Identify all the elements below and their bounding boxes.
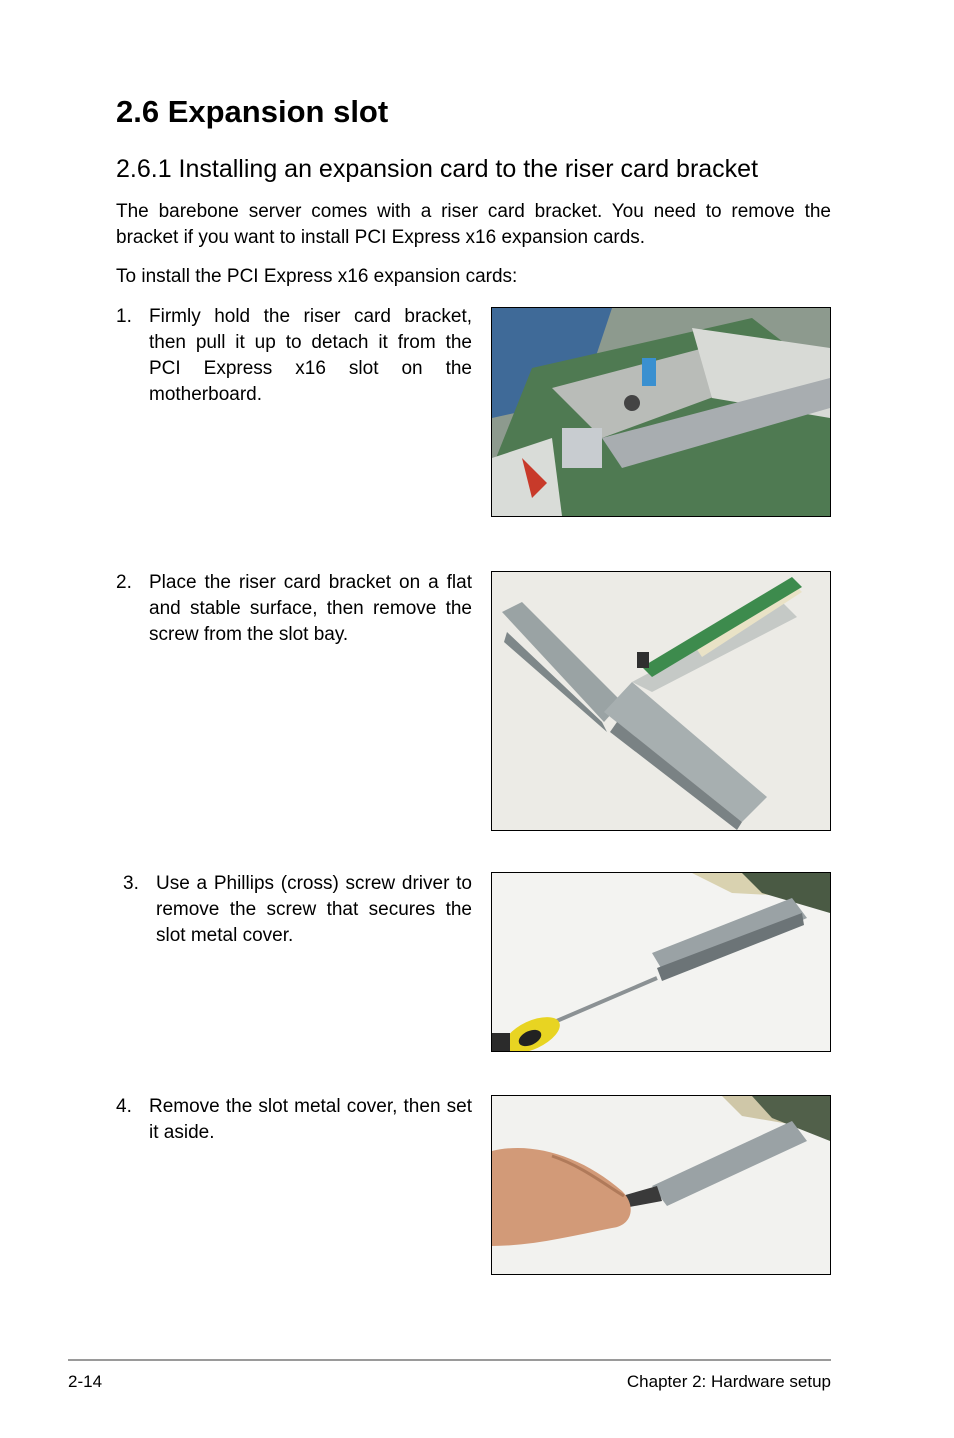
step-1	[116, 304, 472, 408]
footer-divider	[68, 1359, 831, 1361]
hand-remove-cover-photo	[491, 1095, 831, 1275]
page-title: 2.6 Expansion slot	[116, 94, 389, 129]
lead-paragraph: To install the PCI Express x16 expansion cards:	[116, 266, 518, 287]
step-number: 2.	[116, 572, 132, 593]
screwdriver-photo	[491, 872, 831, 1052]
step-text: Use a Phillips (cross) screw driver to remove the screw that secures the slot metal cover.	[156, 873, 472, 946]
page-number: 2-14	[68, 1372, 103, 1391]
step-2	[116, 570, 472, 648]
server-riser-photo	[491, 307, 831, 517]
step-text: Firmly hold the riser card bracket, then pull it up to detach it from the PCI Express x16 slot on the motherboard.	[149, 306, 472, 405]
step-4	[116, 1094, 472, 1146]
chapter-label: Chapter 2: Hardware setup	[626, 1372, 831, 1391]
step-number: 3.	[123, 873, 139, 894]
step-number: 1.	[116, 306, 132, 327]
step-3	[123, 871, 472, 949]
intro-paragraph: The barebone server comes with a riser card bracket. You need to remove the bracket if you want to install PCI Express x16 expansion cards.	[116, 201, 831, 248]
step-text: Place the riser card bracket on a flat and stable surface, then remove the screw from the slot bay.	[149, 572, 472, 645]
section-subtitle: 2.6.1 Installing an expansion card to the riser card bracket	[116, 155, 759, 183]
step-number: 4.	[116, 1096, 132, 1117]
riser-bracket-photo	[491, 571, 831, 831]
step-text: Remove the slot metal cover, then set it aside.	[149, 1096, 472, 1143]
